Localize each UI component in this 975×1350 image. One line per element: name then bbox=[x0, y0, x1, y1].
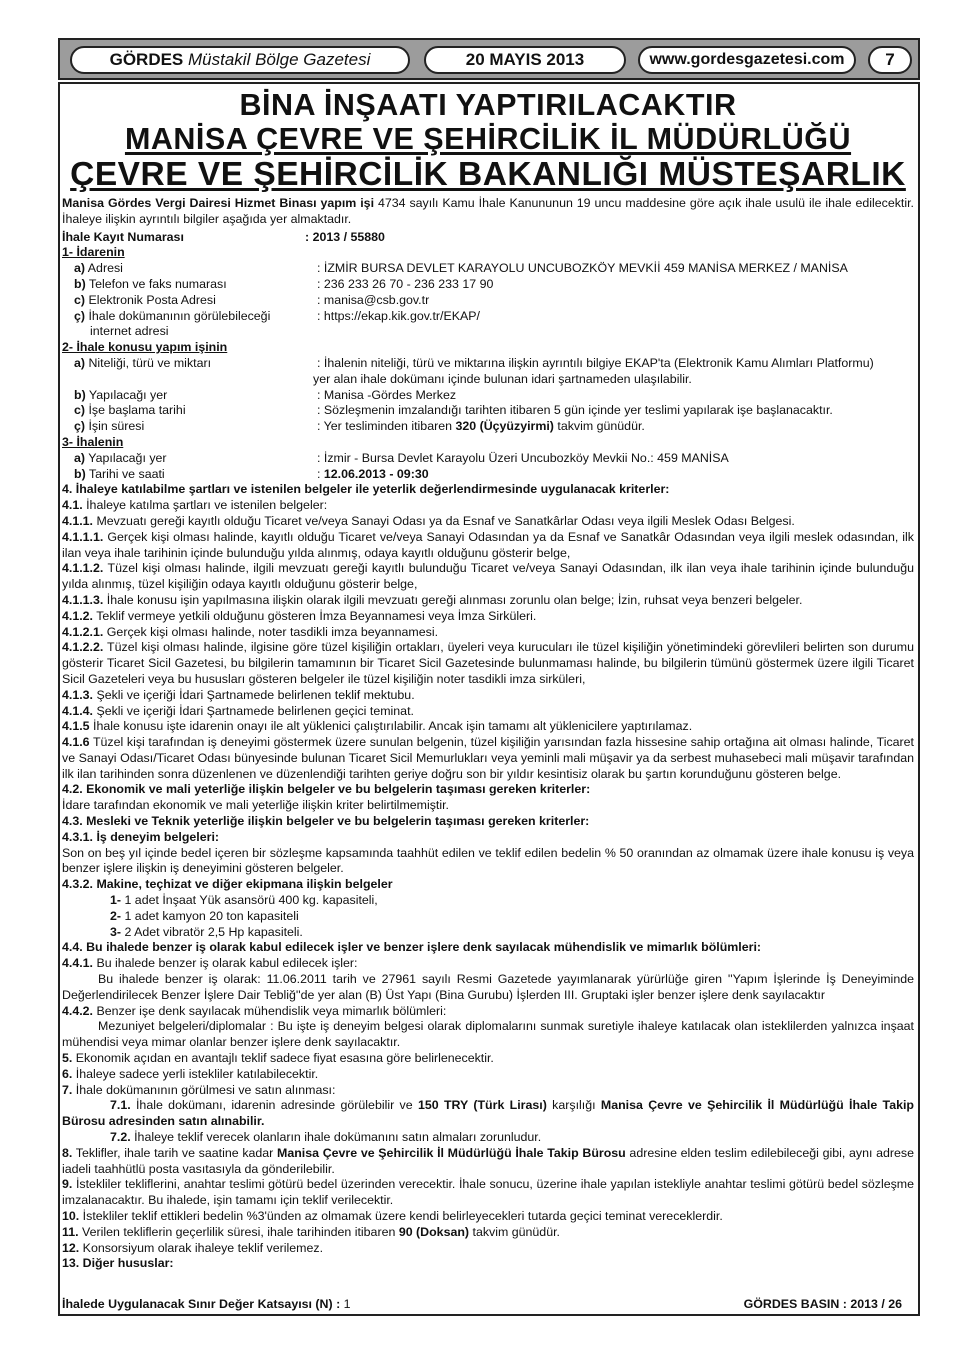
intro-bold: Manisa Gördes Vergi Dairesi Hizmet Binası yapım işi bbox=[62, 196, 375, 210]
section-3-heading: 3- İhalenin bbox=[62, 434, 124, 449]
website-url-text[interactable]: www.gordesgazetesi.com bbox=[649, 51, 845, 68]
announcement-body bbox=[62, 196, 914, 1272]
section-7-1: 7.1. İhale dokümanı, idarenin adresinde görülebilir ve 150 TRY (Türk Lirası) karşılığı Manisa Çevre ve Şehircilik İl Müdürlüğü İhale Takip Bürosu adresinden satın alınabilir. bbox=[62, 1098, 914, 1129]
para-4-1-1-3: 4.1.1.3. İhale konusu işin yapılmasına ilişkin olarak ilgili mevzuatı gereği alınması zorunlu olan belge; İzin, ruhsat veya benzeri belgeler. bbox=[62, 592, 803, 607]
section-1-b-value: : 236 233 26 70 - 236 233 17 90 bbox=[317, 276, 494, 291]
para-4-3-1-heading: 4.3.1. İş deneyim belgeleri: bbox=[62, 829, 220, 844]
para-4-1-6: 4.1.6 Tüzel kişi tarafından iş deneyimi göstermek üzere sunulan belgenin, tüzel kişiliğin yarısından fazla hissesine sahip ortağına ait olması halinde, Ticaret ve Sanayi Odası/Ticaret Odası bünyesinde bulunan Ticaret Sicil Memurlukları veya yeminli mali müşavir ya da serbest muhasebeci mali müşavir tarafından ilk ilan tarihinden sonra düzenlenen ve düzenlendiği tarihten geriye doğru son bir yıldır kesintisiz olarak bu şartın korunduğunu gösteren belge. bbox=[62, 735, 914, 781]
para-4-3-1-text: Son on beş yıl içinde bedel içeren bir sözleşme kapsamında taahhüt edilen ve teklif edilen bedelin % 50 oranından az olmamak üzere ihale konusu iş veya benzer işlere ilişkin iş deneyimini gösteren belgeler. bbox=[62, 845, 914, 876]
para-4-1-2-1: 4.1.2.1. Gerçek kişi olması halinde, noter tasdikli imza beyannamesi. bbox=[62, 624, 439, 639]
email-link[interactable]: : manisa@csb.gov.tr bbox=[317, 292, 430, 307]
registry-row bbox=[62, 230, 914, 246]
para-4-4-heading: 4.4. Bu ihalede benzer iş olarak kabul edilecek işler ve benzer işlere denk sayılacak mühendislik ve mimarlık bölümleri: bbox=[62, 940, 762, 955]
para-4-4-2-text: Mezuniyet belgeleri/diplomalar : Bu işte iş deneyim belgesi olarak diplomalarını sunmak suretiyle ihaleye katılacak olan isteklilerden yalnızca inşaat mühendisi veya mimar olanlar benzer işlere denk sayılacaktır. bbox=[62, 1019, 914, 1050]
announcement-content bbox=[62, 86, 914, 1272]
section-7-2: 7.2. İhaleye teklif verecek olanların ihale dokümanını satın almaları zorunludur. bbox=[110, 1130, 542, 1145]
equipment-item: 3- 2 Adet vibratör 2,5 Hp kapasiteli. bbox=[110, 924, 303, 939]
para-4-1: 4.1. İhaleye katılma şartları ve istenilen belgeler: bbox=[62, 498, 328, 513]
page-number-text: 7 bbox=[885, 50, 895, 69]
section-2-heading: 2- İhale konusu yapım işinin bbox=[62, 340, 228, 355]
newspaper-name bbox=[70, 46, 410, 74]
section-1-a: a) Adresi : İZMİR BURSA DEVLET KARAYOLU UNCUBOZKÖY MEVKİİ 459 MANİSA MERKEZ / MANİSA bbox=[62, 261, 914, 277]
section-13: 13. Diğer hususlar: bbox=[62, 1256, 174, 1271]
newspaper-name-bold: GÖRDES bbox=[109, 50, 184, 69]
section-1-d: ç) İhale dokümanının görülebileceği : https://ekap.kik.gov.tr/EKAP/ bbox=[62, 309, 914, 325]
section-7: 7. İhale dokümanının görülmesi ve satın alınması: bbox=[62, 1082, 336, 1097]
section-2-c: c) İşe başlama tarihi : Sözleşmenin imzalandığı tarihten itibaren 5 gün içinde yer teslimi yapılarak işe başlanacaktır. bbox=[74, 403, 833, 418]
title-line-3: ÇEVRE VE ŞEHİRCİLİK BAKANLIĞI MÜSTEŞARLIK bbox=[70, 156, 906, 193]
section-2-b: b) Yapılacağı yer : Manisa -Gördes Merkez bbox=[74, 387, 457, 402]
section-11: 11. Verilen tekliflerin geçerlilik süresi, ihale tarihinden itibaren 90 (Doksan) takvim günüdür. bbox=[62, 1224, 560, 1239]
para-4-1-2-2: 4.1.2.2. Tüzel kişi olması halinde, ilgisine göre tüzel kişiliğin ortakları, üyeleri veya kurucuları ile tüzel kişiliğin yönetimindeki görevlileri belirten son durumu gösterir Ticaret Sicil Gazetesi, bu bilgilerin tamamının bir Ticaret Sicil Gazetesinde bulunmaması halinde, bu bilgilerin tümünü göstermek üzere ilgili Ticaret Sicil Gazeteleri veya bu hususları gösteren belgeler ile tüzel kişiliğin noter tasdikli imza sirküleri, bbox=[62, 640, 914, 686]
para-4-1-3: 4.1.3. Şekli ve içeriği İdari Şartnamede belirlenen teklif mektubu. bbox=[62, 687, 415, 702]
ekap-link[interactable]: : https://ekap.kik.gov.tr/EKAP/ bbox=[317, 308, 480, 323]
section-1-c: c) Elektronik Posta Adresi : manisa@csb.gov.tr bbox=[62, 293, 914, 309]
section-2-a: a) Niteliği, türü ve miktarı : İhalenin niteliği, türü ve miktarına ilişkin ayrıntılı bilgiye EKAP'ta (Elektronik Kamu Alımları Platformu) bbox=[74, 355, 874, 370]
para-4-1-2: 4.1.2. Teklif vermeye yetkili olduğunu gösteren İmza Beyannamesi veya İmza Sirküleri. bbox=[62, 608, 537, 623]
section-1-a-value: : İZMİR BURSA DEVLET KARAYOLU UNCUBOZKÖY MEVKİİ 459 MANİSA MERKEZ / MANİSA bbox=[317, 261, 848, 276]
para-4-3-heading: 4.3. Mesleki ve Teknik yeterliğe ilişkin belgeler ve bu belgelerin taşıması gereken kriterler: bbox=[62, 814, 590, 829]
para-4-1-1-1: 4.1.1.1. Gerçek kişi olması halinde, kayıtlı olduğu Ticaret ve/veya Sanayi Odasından ya da Esnaf ve Sanatkâr Odasından veya ilgili meslek odasından, ilk ilan veya ihale tarihinin içinde bulunduğu yılda alınmış, odaya kayıtlı olduğunu gösterir belge, bbox=[62, 529, 914, 560]
para-4-1-4: 4.1.4. Şekli ve içeriği İdari Şartnamede belirlenen geçici teminat. bbox=[62, 703, 414, 718]
section-12: 12. Konsorsiyum olarak ihaleye teklif verilemez. bbox=[62, 1240, 324, 1255]
intro-paragraph bbox=[62, 196, 914, 228]
title-line-1: BİNA İNŞAATI YAPTIRILACAKTIR bbox=[239, 88, 737, 122]
section-6: 6. İhaleye sadece yerli istekliler katılabilecektir. bbox=[62, 1066, 319, 1081]
page-number bbox=[868, 46, 912, 74]
equipment-item: 1- 1 adet İnşaat Yük asansörü 400 kg. kapasiteli, bbox=[110, 893, 378, 908]
registry-label: İhale Kayıt Numarası bbox=[62, 229, 184, 244]
threshold-coefficient: İhalede Uygulanacak Sınır Değer Katsayısı (N) : 1 bbox=[62, 1297, 351, 1311]
para-4-1-1: 4.1.1. Mevzuatı gereği kayıtlı olduğu Ticaret ve/veya Sanayi Odası ya da Esnaf ve Sanatkârlar Odası veya ilgili Meslek Odası Belgesi. bbox=[62, 513, 795, 528]
section-2-d: ç) İşin süresi : Yer tesliminden itibaren 320 (Üçyüzyirmi) takvim günüdür. bbox=[74, 419, 645, 434]
press-code: GÖRDES BASIN : 2013 / 26 bbox=[743, 1297, 902, 1311]
para-4-3-2-heading: 4.3.2. Makine, teçhizat ve diğer ekipmana ilişkin belgeler bbox=[62, 877, 393, 892]
section-1-b: b) Telefon ve faks numarası : 236 233 26 70 - 236 233 17 90 bbox=[62, 277, 914, 293]
newspaper-name-rest: Müstakil Bölge Gazetesi bbox=[188, 50, 371, 69]
intro-rest: 4734 sayılı Kamu İhale Kanununun 19 uncu maddesine göre açık ihale usulü ile ihale edilecektir. İhaleye ilişkin ayrıntılı bilgiler aşağıda yer almaktadır. bbox=[62, 196, 914, 226]
para-4-2-heading: 4.2. Ekonomik ve mali yeterliğe ilişkin belgeler ve bu belgelerin taşıması gereken kriterler: bbox=[62, 782, 591, 797]
section-4-heading: 4. İhaleye katılabilme şartları ve istenilen belgeler ile yeterlik değerlendirmesinde uygulanacak kriterler: bbox=[62, 482, 670, 497]
section-1-d-label-cont: internet adresi bbox=[90, 324, 169, 339]
section-5: 5. Ekonomik açıdan en avantajlı teklif sadece fiyat esasına göre belirlenecektir. bbox=[62, 1051, 494, 1066]
website-url[interactable] bbox=[638, 46, 856, 74]
section-9: 9. İstekliler tekliflerini, anahtar teslimi götürü bedel üzerinden verecektir. İhale sonucu, üzerine ihale yapılan istekliyle anahtar teslimi götürü bedel sözleşme imzalanacaktır. Bu ihalede, işin tamamı için teklif verilecektir. bbox=[62, 1177, 914, 1208]
section-1-heading: 1- İdarenin bbox=[62, 245, 125, 260]
section-2-a-cont: yer alan ihale dokümanı içinde bulunan idari şartnameden ulaşılabilir. bbox=[313, 371, 692, 386]
issue-date bbox=[424, 46, 626, 74]
para-4-1-1-2: 4.1.1.2. Tüzel kişi olması halinde, ilgili mevzuatı gereği kayıtlı bulunduğu Ticaret ve/veya Sanayi Odasından, ilk ilan veya ihale tarihinin içinde bulunduğu yılda alınmış, tüzel kişiliğin odaya kayıtlı olduğunu gösterir belge, bbox=[62, 561, 914, 592]
para-4-4-1-text: Bu ihalede benzer iş olarak: 11.06.2011 tarih ve 27961 sayılı Resmi Gazetede yayımlanarak yürürlüğe giren ''Yapım İşlerinde İş Deneyiminde Değerlendirilecek Benzer İşlere Dair Tebliğ''de yer alan (B) Üst Yapı (Bina Gurubu) İşlerden III. Gruptaki işler benzer işlere denk sayılacaktır bbox=[62, 972, 914, 1002]
announcement-footer bbox=[62, 1296, 914, 1312]
section-10: 10. İstekliler teklif ettikleri bedelin %3'ünden az olmamak üzere kendi belirleyecekleri tutarda geçici teminat vereceklerdir. bbox=[62, 1209, 723, 1223]
section-3-b: b) Tarihi ve saati : 12.06.2013 - 09:30 bbox=[74, 466, 429, 481]
newspaper-header-bar bbox=[58, 38, 920, 80]
section-8: 8. Teklifler, ihale tarih ve saatine kadar Manisa Çevre ve Şehircilik İl Müdürlüğü İhale Takip Bürosu adresine elden teslim edilebileceği gibi, aynı adrese iadeli taahhütlü posta vasıtasıyla da gönderilebilir. bbox=[62, 1145, 914, 1176]
para-4-2-text: İdare tarafından ekonomik ve mali yeterliğe ilişkin kriter belirtilmemiştir. bbox=[62, 798, 450, 813]
para-4-4-1: 4.4.1. Bu ihalede benzer iş olarak kabul edilecek işler: bbox=[62, 956, 358, 971]
registry-value: : 2013 / 55880 bbox=[305, 229, 385, 244]
section-3-a: a) Yapılacağı yer : İzmir - Bursa Devlet Karayolu Üzeri Uncubozköy Mevkii No.: 459 MANİSA bbox=[74, 450, 729, 465]
title-line-2: MANİSA ÇEVRE VE ŞEHİRCİLİK İL MÜDÜRLÜĞÜ bbox=[124, 122, 852, 156]
para-4-1-5: 4.1.5 İhale konusu işte idarenin onayı ile alt yüklenici çalıştırılabilir. Ancak işin tamamı alt yüklenicilere yaptırılamaz. bbox=[62, 719, 693, 734]
equipment-item: 2- 1 adet kamyon 20 ton kapasiteli bbox=[110, 908, 299, 923]
issue-date-text: 20 MAYIS 2013 bbox=[465, 50, 585, 69]
para-4-4-2: 4.4.2. Benzer işe denk sayılacak mühendislik veya mimarlık bölümleri: bbox=[62, 1003, 447, 1018]
